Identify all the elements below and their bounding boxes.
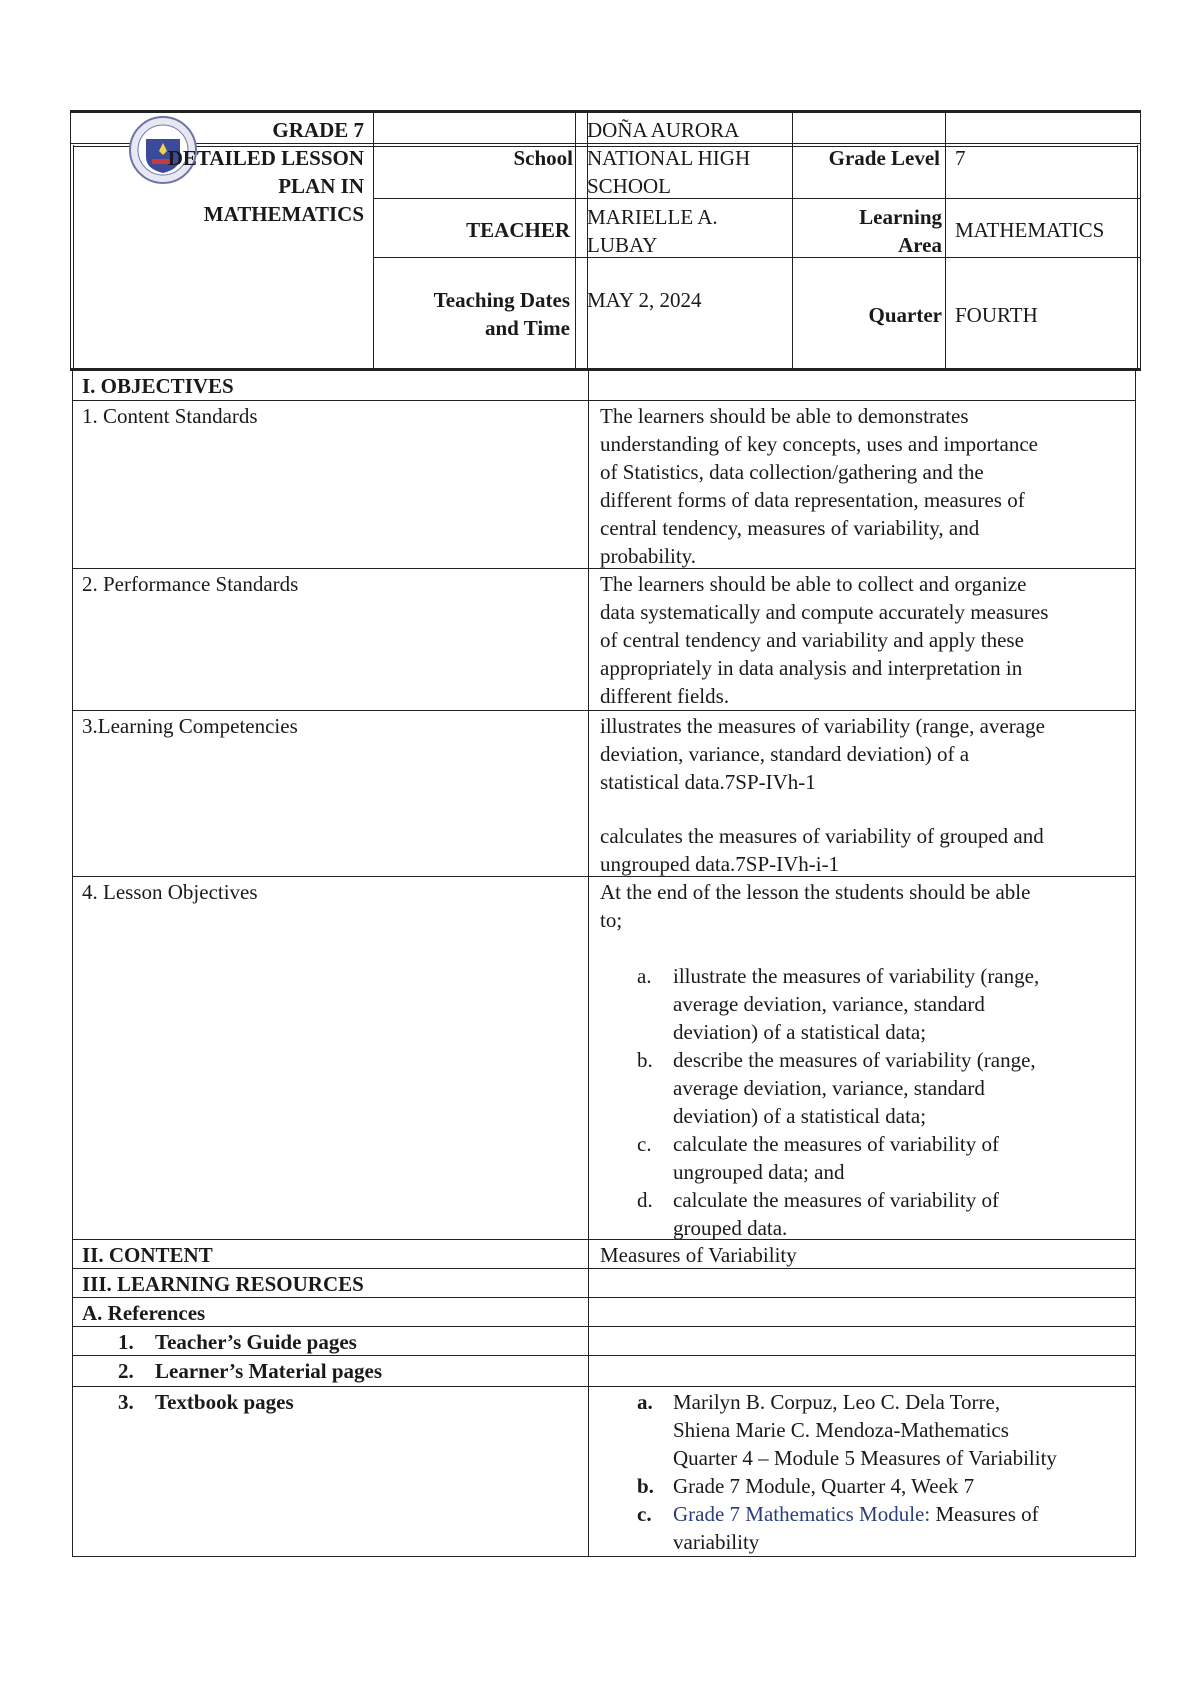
competencies-label: 3.Learning Competencies [82,714,298,738]
ref-item-marker-2: 2. [118,1359,134,1383]
teacher-value-line-2: LUBAY [587,233,658,257]
title-line-3: PLAN IN [278,174,364,198]
title-line-4: MATHEMATICS [203,202,364,226]
text-line: ungrouped data.7SP-IVh-i-1 [600,852,840,876]
ref-item-teachers-guide: Teacher’s Guide pages [155,1330,357,1354]
list-item: c. calculate the measures of variability of ungrouped data; and [637,1132,999,1184]
title-line-1: GRADE 7 [272,118,364,142]
ref-item-learners-material: Learner’s Material pages [155,1359,383,1383]
content-standards-label: 1. Content Standards [82,404,258,428]
content-value: Measures of Variability [600,1243,797,1267]
lesson-objectives-label: 4. Lesson Objectives [82,880,258,904]
dates-label-1: Teaching Dates [433,288,570,312]
teacher-label: TEACHER [466,218,570,242]
grade-level-label: Grade Level [828,146,940,170]
learning-area-label-2: Area [898,233,942,257]
title-line-2: DETAILED LESSON [167,146,364,170]
text-line: calculates the measures of variability of grouped and [600,824,1044,848]
text-line: understanding of key concepts, uses and importance [600,432,1038,456]
quarter-value: FOURTH [955,303,1038,327]
dates-value: MAY 2, 2024 [587,288,702,312]
resources-heading: III. LEARNING RESOURCES [82,1272,364,1296]
learning-area-label-1: Learning [859,205,942,229]
ref-item-marker-1: 1. [118,1330,134,1354]
text-line: probability. [600,544,697,568]
text-line: At the end of the lesson the students should be able [600,880,1031,904]
lesson-objectives-list [637,962,1039,1242]
performance-standards-text [600,570,1048,710]
performance-standards-label: 2. Performance Standards [82,572,299,596]
content-standards-text [600,402,1038,570]
school-value-line-3: SCHOOL [587,174,672,198]
text-line: of central tendency and variability and apply these [600,628,1024,652]
text-line: data systematically and compute accurately measures [600,600,1049,624]
module-link[interactable]: Grade 7 Mathematics Module: [673,1502,931,1526]
list-item: a. Marilyn B. Corpuz, Leo C. Dela Torre, Shiena Marie C. Mendoza-Mathematics Quarter 4 – Module 5 Measures of Variability [637,1390,1057,1470]
list-item: d. calculate the measures of variability of grouped data. [637,1188,999,1240]
ref-item-marker-3: 3. [118,1390,134,1414]
text-line: The learners should be able to demonstrates [600,404,969,428]
competencies-text [600,712,1045,878]
text-line: The learners should be able to collect and organize [600,572,1027,596]
list-item: b. describe the measures of variability (range, average deviation, variance, standard deviation) of a statistical data; [637,1048,1036,1128]
quarter-label: Quarter [868,303,942,327]
grade-level-value: 7 [955,146,966,170]
school-value-line-2: NATIONAL HIGH [587,146,751,170]
list-item: b. Grade 7 Module, Quarter 4, Week 7 [637,1474,975,1498]
text-line: different fields. [600,684,730,708]
text-line: central tendency, measures of variability, and [600,516,980,540]
teacher-value-line-1: MARIELLE A. [587,205,718,229]
text-line: deviation, variance, standard deviation) of a [600,742,970,766]
school-value-line-1: DOÑA AURORA [587,118,740,142]
list-item: c. Grade 7 Mathematics Module: Measures of variability [637,1502,1039,1554]
dates-label-2: and Time [484,316,570,340]
school-label: School [513,146,573,170]
text-line: appropriately in data analysis and interpretation in [600,656,1023,680]
objectives-heading: I. OBJECTIVES [82,374,234,398]
text-line: statistical data.7SP-IVh-1 [600,770,816,794]
lesson-objectives-intro [600,878,1030,934]
learning-area-value: MATHEMATICS [955,218,1105,242]
text-line: illustrates the measures of variability (range, average [600,714,1045,738]
content-heading: II. CONTENT [82,1243,213,1267]
list-item: a. illustrate the measures of variability (range, average deviation, variance, standard deviation) of a statistical data; [637,964,1040,1044]
text-line: to; [600,908,623,932]
ref-item-textbook: Textbook pages [155,1390,294,1414]
references-heading: A. References [82,1301,206,1325]
textbook-refs-list [637,1388,1057,1556]
text-line: different forms of data representation, measures of [600,488,1025,512]
text-line: of Statistics, data collection/gathering and the [600,460,984,484]
